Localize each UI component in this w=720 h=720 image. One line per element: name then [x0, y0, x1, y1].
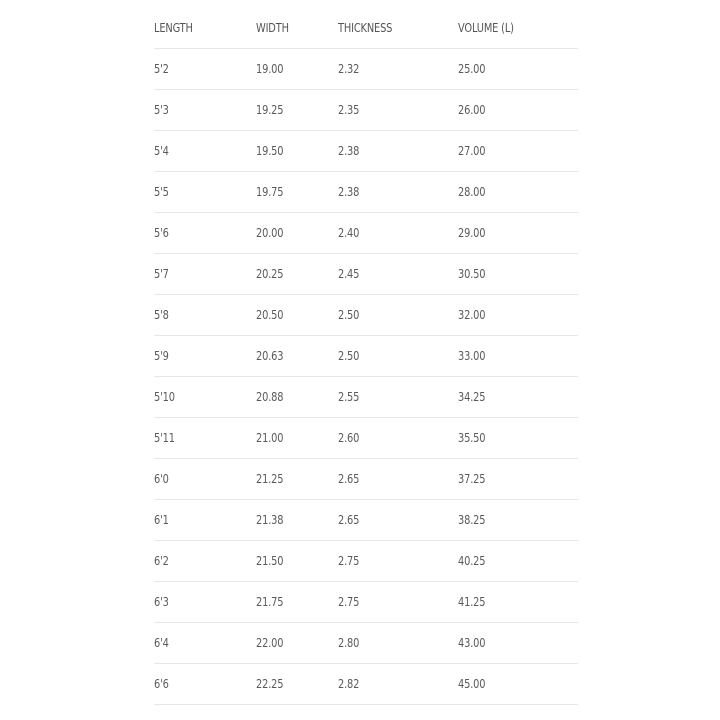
cell-volume: 25.00	[458, 62, 486, 76]
cell-thickness: 2.38	[338, 144, 360, 158]
cell-width: 20.50	[256, 308, 284, 322]
cell-length: 5'10	[154, 390, 175, 404]
cell-volume: 41.25	[458, 595, 486, 609]
header-volume: VOLUME (L)	[458, 21, 514, 35]
table-row	[154, 459, 578, 500]
cell-volume: 32.00	[458, 308, 486, 322]
cell-width: 20.25	[256, 267, 284, 281]
cell-thickness: 2.65	[338, 513, 360, 527]
header-length: LENGTH	[154, 21, 193, 35]
cell-width: 21.00	[256, 431, 284, 445]
cell-width: 21.38	[256, 513, 284, 527]
cell-thickness: 2.50	[338, 349, 360, 363]
cell-length: 6'4	[154, 636, 169, 650]
cell-length: 5'2	[154, 62, 169, 76]
cell-width: 20.88	[256, 390, 284, 404]
cell-volume: 45.00	[458, 677, 486, 691]
cell-thickness: 2.50	[338, 308, 360, 322]
cell-thickness: 2.65	[338, 472, 360, 486]
table-row	[154, 295, 578, 336]
table-row	[154, 254, 578, 295]
cell-thickness: 2.55	[338, 390, 360, 404]
table-row	[154, 582, 578, 623]
cell-volume: 26.00	[458, 103, 486, 117]
table-row	[154, 377, 578, 418]
cell-length: 6'3	[154, 595, 169, 609]
cell-width: 20.00	[256, 226, 284, 240]
cell-width: 19.50	[256, 144, 284, 158]
cell-length: 5'11	[154, 431, 175, 445]
cell-volume: 38.25	[458, 513, 486, 527]
table-header-row	[154, 8, 578, 49]
cell-volume: 43.00	[458, 636, 486, 650]
cell-width: 22.00	[256, 636, 284, 650]
header-width: WIDTH	[256, 21, 289, 35]
cell-thickness: 2.80	[338, 636, 360, 650]
cell-length: 5'6	[154, 226, 169, 240]
cell-width: 19.25	[256, 103, 284, 117]
cell-volume: 30.50	[458, 267, 486, 281]
cell-thickness: 2.75	[338, 554, 360, 568]
cell-width: 21.50	[256, 554, 284, 568]
cell-width: 22.25	[256, 677, 284, 691]
cell-width: 19.00	[256, 62, 284, 76]
table-row	[154, 49, 578, 90]
cell-length: 5'4	[154, 144, 169, 158]
cell-volume: 29.00	[458, 226, 486, 240]
cell-width: 21.25	[256, 472, 284, 486]
table-body	[154, 49, 578, 705]
cell-volume: 28.00	[458, 185, 486, 199]
cell-volume: 27.00	[458, 144, 486, 158]
cell-length: 6'2	[154, 554, 169, 568]
table-row	[154, 90, 578, 131]
cell-length: 5'7	[154, 267, 169, 281]
cell-thickness: 2.75	[338, 595, 360, 609]
cell-volume: 37.25	[458, 472, 486, 486]
cell-length: 5'8	[154, 308, 169, 322]
cell-thickness: 2.40	[338, 226, 360, 240]
cell-thickness: 2.82	[338, 677, 360, 691]
table-row	[154, 336, 578, 377]
table-row	[154, 541, 578, 582]
header-thickness: THICKNESS	[338, 21, 393, 35]
cell-width: 21.75	[256, 595, 284, 609]
table-row	[154, 500, 578, 541]
cell-length: 5'3	[154, 103, 169, 117]
cell-volume: 34.25	[458, 390, 486, 404]
dimensions-table	[154, 8, 578, 705]
cell-length: 6'6	[154, 677, 169, 691]
table-row	[154, 623, 578, 664]
table-row	[154, 664, 578, 705]
table-row	[154, 418, 578, 459]
cell-length: 5'5	[154, 185, 169, 199]
table-row	[154, 172, 578, 213]
cell-thickness: 2.60	[338, 431, 360, 445]
cell-width: 19.75	[256, 185, 284, 199]
cell-volume: 35.50	[458, 431, 486, 445]
cell-volume: 33.00	[458, 349, 486, 363]
cell-thickness: 2.32	[338, 62, 360, 76]
cell-thickness: 2.38	[338, 185, 360, 199]
table-row	[154, 131, 578, 172]
cell-thickness: 2.45	[338, 267, 360, 281]
cell-width: 20.63	[256, 349, 284, 363]
cell-length: 6'0	[154, 472, 169, 486]
cell-length: 5'9	[154, 349, 169, 363]
table-row	[154, 213, 578, 254]
cell-length: 6'1	[154, 513, 169, 527]
cell-thickness: 2.35	[338, 103, 360, 117]
cell-volume: 40.25	[458, 554, 486, 568]
